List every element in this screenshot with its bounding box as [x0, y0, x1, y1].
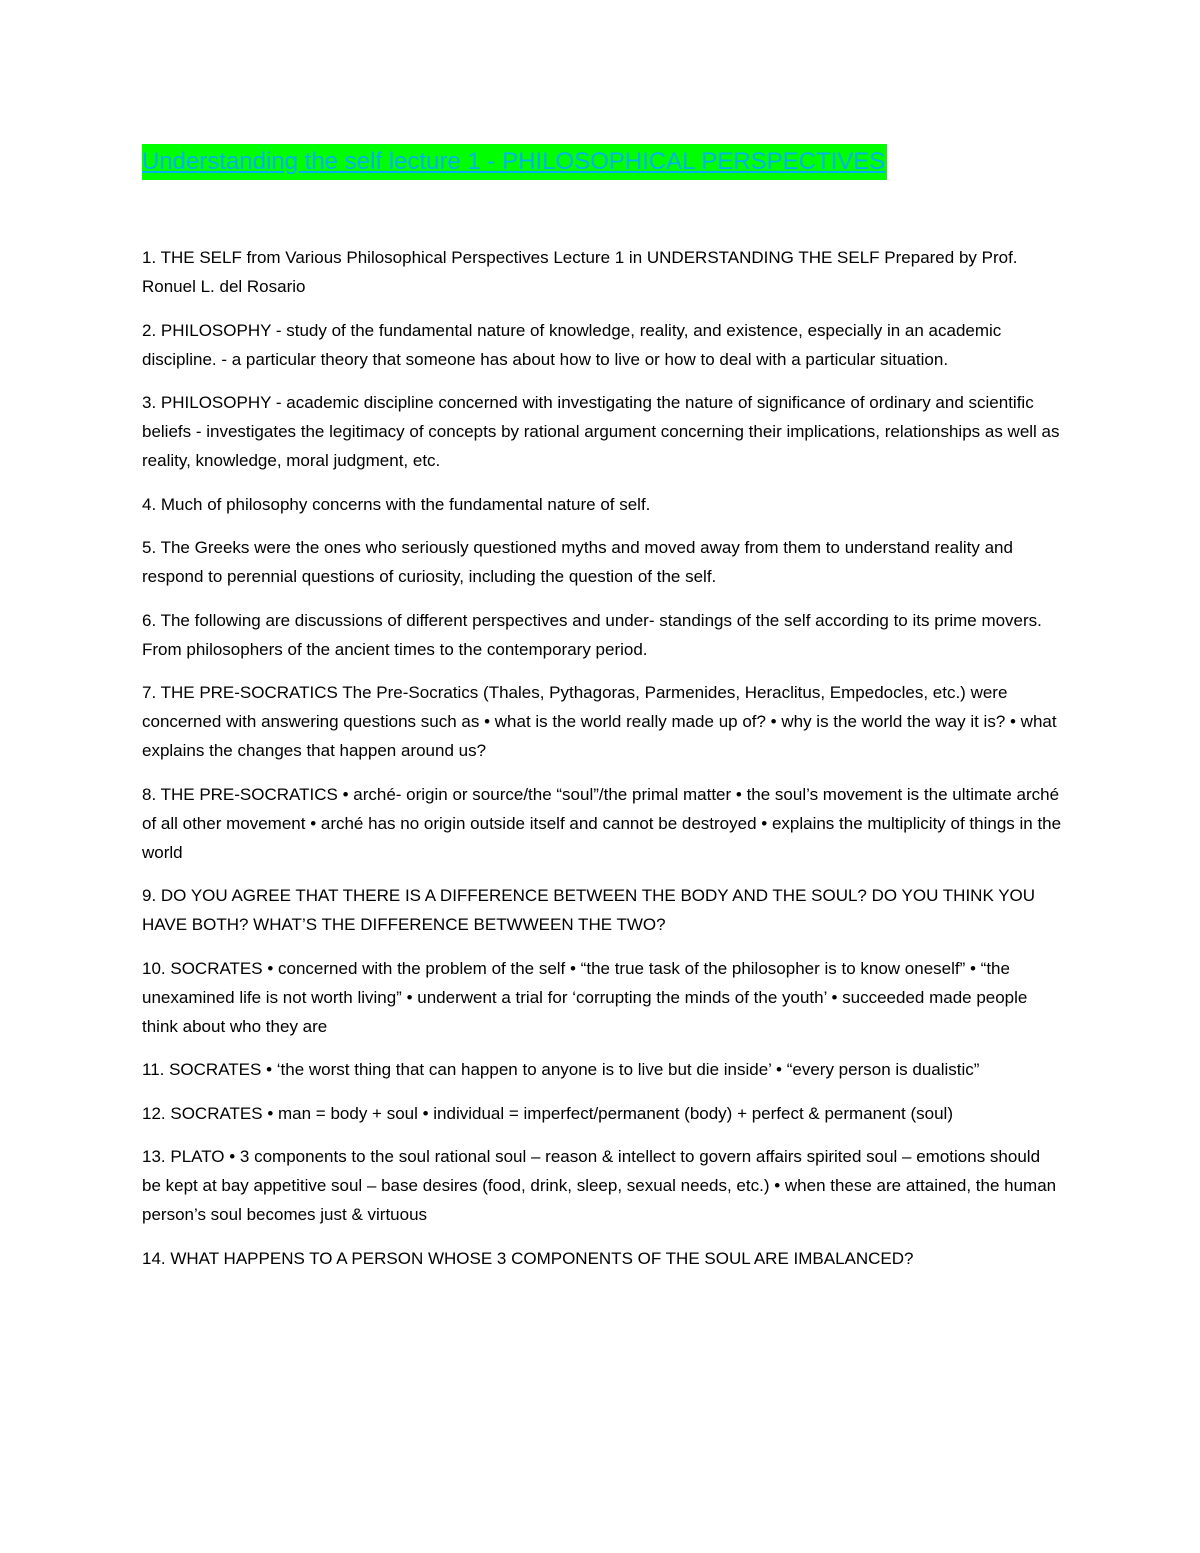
list-item-7: 7. THE PRE-SOCRATICS The Pre-Socratics (Thales, Pythagoras, Parmenides, Heraclitus, Empedocles, etc.) were concerned with answering questions such as • what is the world really made up of? • why is the world the way it is? • what explains the changes that happen around us?	[142, 683, 1057, 760]
list-item-2: 2. PHILOSOPHY - study of the fundamental nature of knowledge, reality, and existence, especially in an academic discipline. - a particular theory that someone has about how to live or how to deal with a particular situation.	[142, 320, 1002, 369]
list-item-4: 4. Much of philosophy concerns with the fundamental nature of self.	[142, 494, 651, 514]
list-item-13: 13. PLATO • 3 components to the soul rational soul – reason & intellect to govern affairs spirited soul – emotions should be kept at bay appetitive soul – base desires (food, drink, sleep, sexual needs, etc.) • when these are attained, the human person’s soul becomes just & virtuous	[142, 1147, 1057, 1224]
list-item-9: 9. DO YOU AGREE THAT THERE IS A DIFFERENCE BETWEEN THE BODY AND THE SOUL? DO YOU THINK YOU HAVE BOTH? WHAT’S THE DIFFERENCE BETWWEEN THE TWO?	[142, 886, 1036, 934]
list-item-12: 12. SOCRATES • man = body + soul • individual = imperfect/permanent (body) + perfect & permanent (soul)	[142, 1103, 953, 1123]
document-title: Understanding the self lecture 1 - PHILOSOPHICAL PERSPECTIVES	[142, 144, 887, 180]
item-list	[142, 243, 1062, 1287]
list-item-11: 11. SOCRATES • ‘the worst thing that can happen to anyone is to live but die inside’ • “every person is dualistic”	[142, 1060, 980, 1079]
list-item-8: 8. THE PRE-SOCRATICS • arché- origin or source/the “soul”/the primal matter • the soul’s movement is the ultimate arché of all other movement • arché has no origin outside itself and cannot be destroyed • explains the multiplicity of things in the world	[142, 784, 1062, 862]
list-item-3: 3. PHILOSOPHY - academic discipline concerned with investigating the nature of significance of ordinary and scientific beliefs - investigates the legitimacy of concepts by rational argument concerning their implications, relationships as well as reality, knowledge, moral judgment, etc.	[142, 393, 1060, 470]
list-item-14: 14. WHAT HAPPENS TO A PERSON WHOSE 3 COMPONENTS OF THE SOUL ARE IMBALANCED?	[142, 1248, 914, 1268]
list-item-6: 6. The following are discussions of different perspectives and under- standings of the self according to its prime movers. From philosophers of the ancient times to the contemporary period.	[142, 610, 1042, 659]
title-block	[142, 144, 887, 180]
list-item-5: 5. The Greeks were the ones who seriously questioned myths and moved away from them to understand reality and respond to perennial questions of curiosity, including the question of the self.	[142, 538, 1013, 586]
list-item-10: 10. SOCRATES • concerned with the problem of the self • “the true task of the philosopher is to know oneself” • “the unexamined life is not worth living” • underwent a trial for ‘corrupting the minds of the youth’ • succeeded made people think about who they are	[142, 958, 1028, 1036]
list-item-1: 1. THE SELF from Various Philosophical Perspectives Lecture 1 in UNDERSTANDING THE SELF Prepared by Prof. Ronuel L. del Rosario	[142, 248, 1018, 296]
